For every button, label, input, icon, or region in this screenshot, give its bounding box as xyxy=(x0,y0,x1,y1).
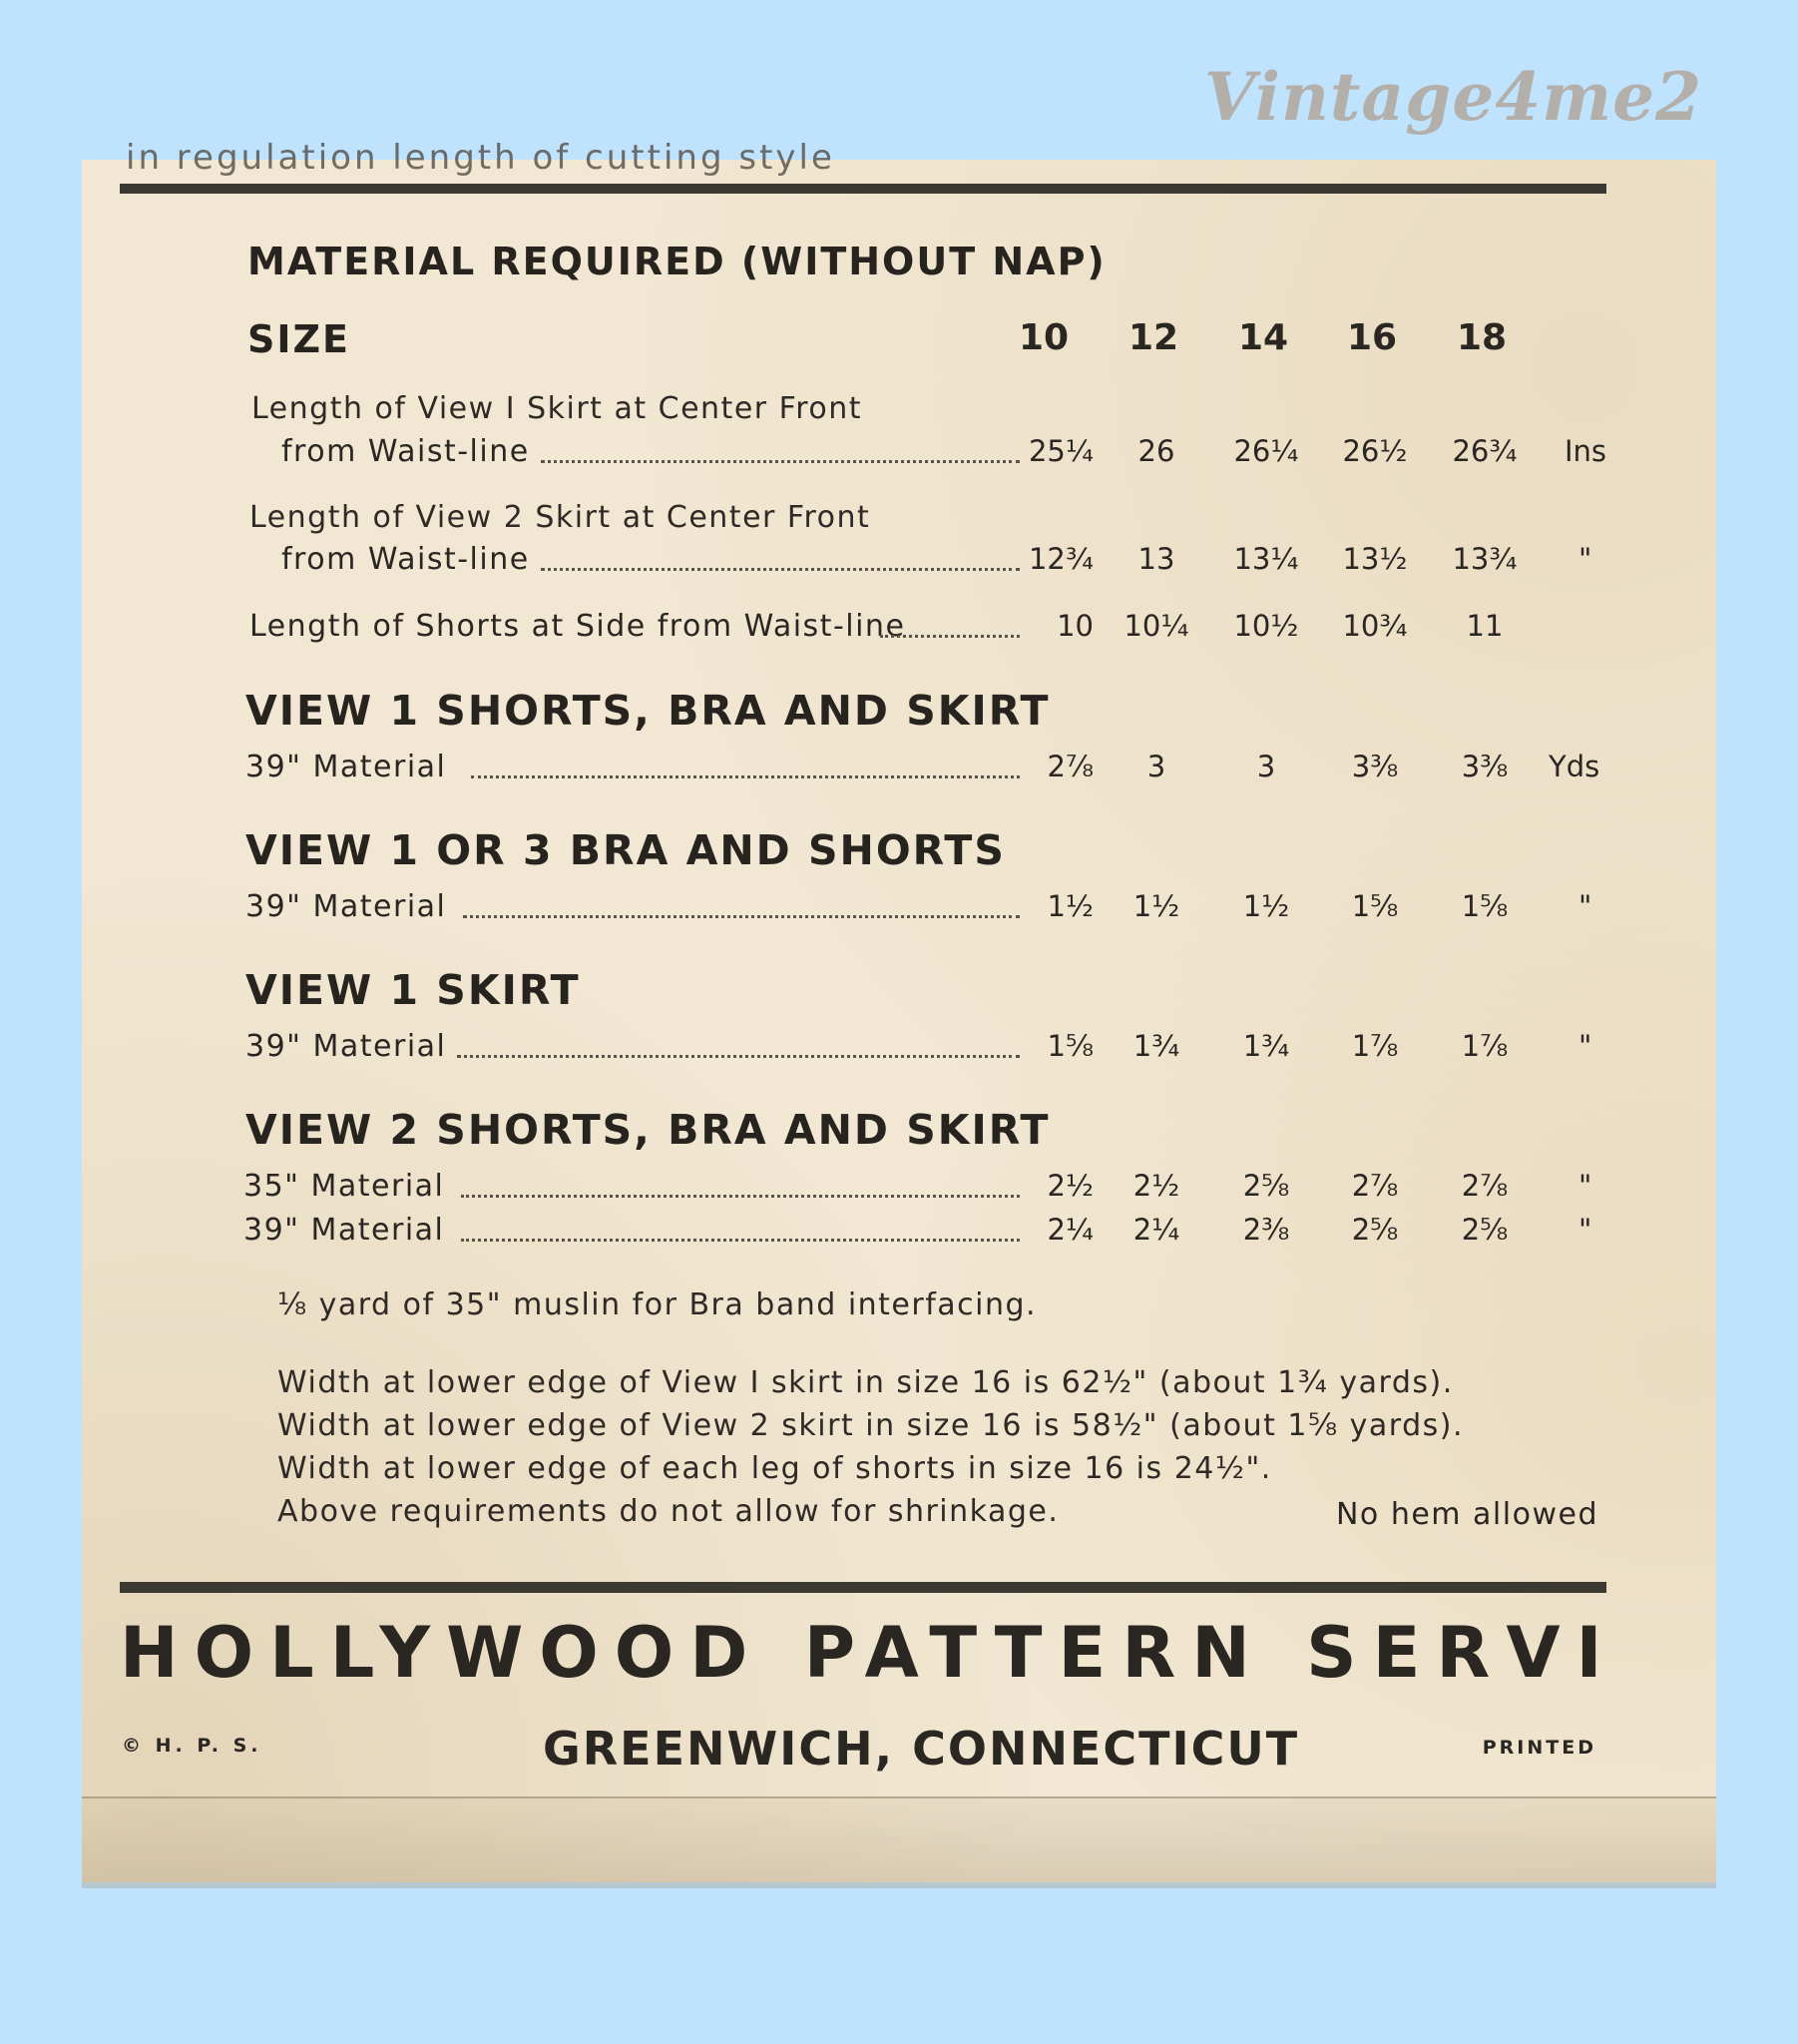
value: 1½ xyxy=(1047,889,1094,923)
value: 1½ xyxy=(1132,889,1180,923)
no-hem-note: No hem allowed xyxy=(1335,1497,1598,1532)
value: 12¾ xyxy=(1028,542,1094,576)
printed-label: PRINTED xyxy=(1482,1737,1596,1759)
value: 2⅝ xyxy=(1242,1169,1290,1203)
size-12: 12 xyxy=(1127,317,1179,358)
value: 26 xyxy=(1137,434,1175,468)
length-2-label: from Waist-line xyxy=(281,542,530,577)
value: 10¾ xyxy=(1342,609,1408,643)
material-title: MATERIAL REQUIRED (WITHOUT NAP) xyxy=(247,240,1107,283)
value: 3 xyxy=(1256,750,1276,783)
value: 3 xyxy=(1146,750,1166,783)
unit: " xyxy=(1578,542,1592,576)
length-row-3 xyxy=(82,609,1716,649)
value: 1⅞ xyxy=(1461,1029,1509,1063)
unit: " xyxy=(1578,1213,1592,1247)
unit: " xyxy=(1578,889,1592,923)
value: 1⅞ xyxy=(1351,1029,1399,1063)
value: 1¾ xyxy=(1242,1029,1290,1063)
material-row xyxy=(82,1213,1716,1253)
value: 1⅝ xyxy=(1461,889,1509,923)
unit: " xyxy=(1578,1029,1592,1063)
pattern-envelope xyxy=(82,138,1716,1882)
value: 2⅞ xyxy=(1461,1169,1509,1203)
material-row xyxy=(82,1029,1716,1069)
length-3-label: Length of Shorts at Side from Waist-line xyxy=(249,609,906,644)
value: 10¼ xyxy=(1124,609,1189,643)
value: 2⅞ xyxy=(1351,1169,1399,1203)
size-14: 14 xyxy=(1237,317,1289,358)
leader-dots xyxy=(471,775,1020,778)
value: 2½ xyxy=(1132,1169,1180,1203)
cut-off-text: in regulation length of cutting style xyxy=(126,138,835,178)
size-label: SIZE xyxy=(247,317,351,361)
value: 25¼ xyxy=(1028,434,1094,468)
leader-dots xyxy=(461,1195,1020,1198)
shrinkage-note: Above requirements do not allow for shrinkage. xyxy=(277,1494,1060,1529)
muslin-note: ⅛ yard of 35" muslin for Bra band interfacing. xyxy=(277,1287,1038,1322)
brand-name: HOLLYWOOD PATTERN SERVI xyxy=(120,1612,1618,1694)
watermark: Vintage4me2 xyxy=(1203,58,1702,136)
value: 10½ xyxy=(1233,609,1299,643)
width-note-1: Width at lower edge of View I skirt in size 16 is 62½" (about 1¾ yards). xyxy=(277,1365,1454,1400)
value: 2⅜ xyxy=(1242,1213,1290,1247)
size-16: 16 xyxy=(1346,317,1398,358)
leader-dots xyxy=(880,635,1020,638)
material-label: 39" Material xyxy=(245,889,447,924)
section-view1-or-3-bra-shorts: VIEW 1 OR 3 BRA AND SHORTS xyxy=(245,826,1006,874)
size-10: 10 xyxy=(1018,317,1070,358)
value: 13¾ xyxy=(1452,542,1518,576)
material-label: 39" Material xyxy=(245,1029,447,1064)
value: 2⅝ xyxy=(1461,1213,1509,1247)
material-label: 35" Material xyxy=(243,1169,445,1204)
value: 2⅝ xyxy=(1351,1213,1399,1247)
leader-dots xyxy=(541,568,1020,571)
unit: " xyxy=(1578,1169,1592,1203)
value: 3⅜ xyxy=(1461,750,1509,783)
material-row xyxy=(82,1169,1716,1209)
value: 1⅝ xyxy=(1351,889,1399,923)
value: 2½ xyxy=(1047,1169,1094,1203)
leader-dots xyxy=(463,915,1020,918)
width-note-3: Width at lower edge of each leg of shorts in size 16 is 24½". xyxy=(277,1451,1272,1486)
value: 2⅞ xyxy=(1047,750,1094,783)
value: 13¼ xyxy=(1233,542,1299,576)
section-view2-shorts-bra-skirt: VIEW 2 SHORTS, BRA AND SKIRT xyxy=(245,1106,1051,1154)
width-note-2: Width at lower edge of View 2 skirt in size 16 is 58½" (about 1⅝ yards). xyxy=(277,1408,1464,1443)
length-1-label: from Waist-line xyxy=(281,434,530,469)
value: 26½ xyxy=(1342,434,1408,468)
size-18: 18 xyxy=(1456,317,1508,358)
leader-dots xyxy=(457,1055,1020,1058)
unit: Yds xyxy=(1549,750,1600,783)
material-label: 39" Material xyxy=(243,1213,445,1248)
value: 1½ xyxy=(1242,889,1290,923)
material-row xyxy=(82,889,1716,929)
value: 10 xyxy=(1057,609,1094,643)
value: 3⅜ xyxy=(1351,750,1399,783)
section-view1-shorts-bra-skirt: VIEW 1 SHORTS, BRA AND SKIRT xyxy=(245,687,1051,735)
unit: Ins xyxy=(1565,434,1607,468)
value: 2¼ xyxy=(1047,1213,1094,1247)
copyright: © H. P. S. xyxy=(122,1735,262,1757)
value: 2¼ xyxy=(1132,1213,1180,1247)
value: 1¾ xyxy=(1132,1029,1180,1063)
leader-dots xyxy=(461,1239,1020,1242)
length-row-1 xyxy=(82,434,1716,474)
value: 11 xyxy=(1466,609,1504,643)
material-row xyxy=(82,750,1716,789)
torn-edge xyxy=(82,1796,1716,1888)
top-rule xyxy=(120,184,1606,194)
length-row-2 xyxy=(82,542,1716,582)
material-label: 39" Material xyxy=(245,750,447,784)
bottom-rule xyxy=(120,1582,1606,1593)
value: 26¾ xyxy=(1452,434,1518,468)
value: 13½ xyxy=(1342,542,1408,576)
value: 13 xyxy=(1137,542,1175,576)
city: GREENWICH, CONNECTICUT xyxy=(543,1722,1300,1776)
leader-dots xyxy=(541,460,1020,463)
value: 1⅝ xyxy=(1047,1029,1094,1063)
section-view1-skirt: VIEW 1 SKIRT xyxy=(245,966,581,1014)
value: 26¼ xyxy=(1233,434,1299,468)
length-1-line1: Length of View I Skirt at Center Front xyxy=(251,391,863,426)
length-2-line1: Length of View 2 Skirt at Center Front xyxy=(249,500,871,535)
